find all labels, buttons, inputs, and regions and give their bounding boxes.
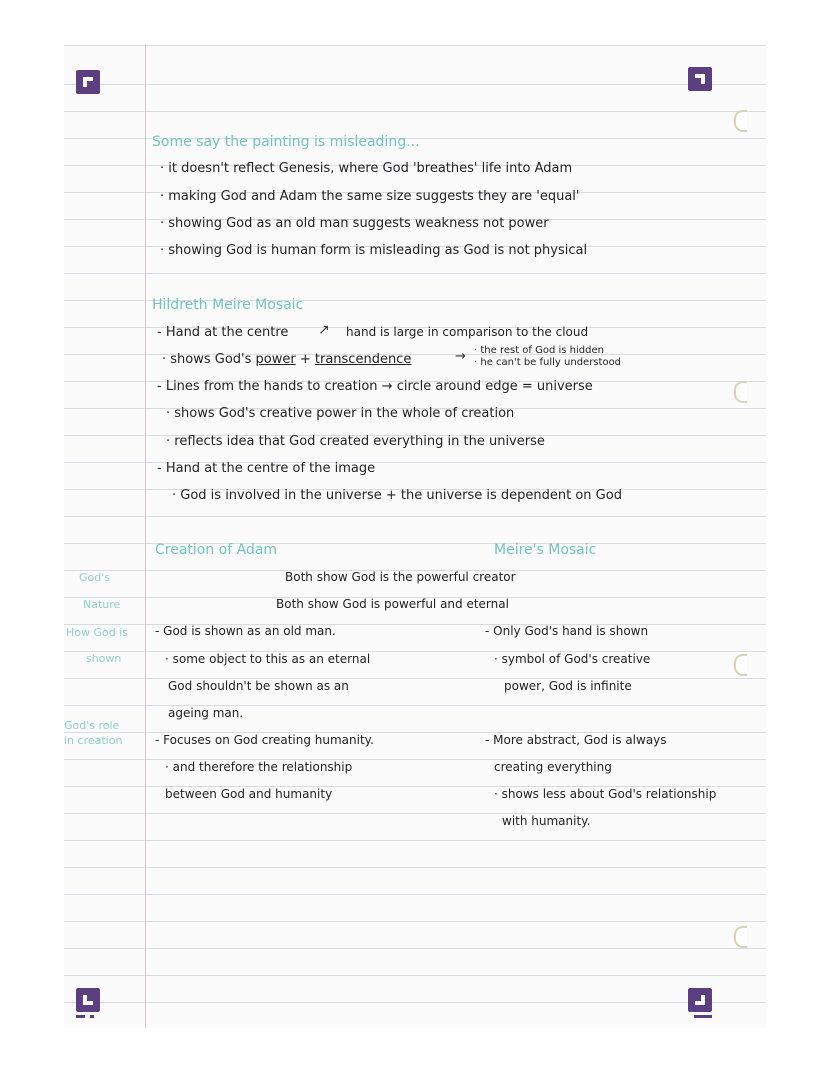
notebook-corner-icon (76, 988, 100, 1020)
note-line: - God is shown as an old man. (155, 624, 336, 638)
note-line: · showing God as an old man suggests weakness not power (160, 216, 549, 231)
note-line: · he can't be fully understood (474, 357, 622, 368)
side-label: How God is (66, 626, 129, 639)
notebook-corner-icon (76, 70, 100, 94)
side-label: God's role (64, 719, 120, 732)
note-line: with humanity. (502, 814, 591, 828)
note-line: God shouldn't be shown as an (168, 679, 349, 693)
binder-hole (734, 381, 747, 403)
notebook-corner-icon (688, 67, 712, 91)
side-label: shown (86, 652, 122, 665)
arrow-icon: ↗ (318, 322, 330, 338)
column-heading: Meire's Mosaic (494, 542, 597, 558)
note-line: · the rest of God is hidden (474, 345, 604, 356)
notebook-corner-icon (688, 988, 712, 1020)
note-line: Both show God is powerful and eternal (276, 597, 509, 611)
note-line: · shows less about God's relationship (494, 787, 717, 801)
note-line: Both show God is the powerful creator (285, 570, 516, 584)
binder-hole (734, 110, 747, 132)
section-heading: Some say the painting is misleading... (152, 134, 420, 150)
note-line: · making God and Adam the same size suggests they are 'equal' (160, 189, 580, 204)
margin-line (145, 44, 146, 1028)
note-line: · God is involved in the universe + the universe is dependent on God (172, 488, 622, 503)
note-line: · shows God's creative power in the whole of creation (166, 406, 515, 421)
column-heading: Creation of Adam (155, 542, 278, 558)
note-line: power, God is infinite (504, 679, 632, 693)
binder-hole (734, 926, 747, 948)
note-line: · symbol of God's creative (494, 652, 651, 666)
note-line: · some object to this as an eternal (165, 652, 371, 666)
note-line: ageing man. (168, 706, 244, 720)
note-line: - More abstract, God is always (485, 733, 667, 747)
side-label: in creation (64, 734, 123, 747)
side-label: God's (79, 571, 110, 584)
side-label: Nature (83, 598, 121, 611)
note-line: · reflects idea that God created everything in the universe (166, 434, 545, 449)
note-line: between God and humanity (165, 787, 333, 801)
note-line: · it doesn't reflect Genesis, where God 'breathes' life into Adam (160, 161, 573, 176)
note-line: - Hand at the centre of the image (157, 461, 376, 476)
note-line: - Focuses on God creating humanity. (155, 733, 374, 747)
note-line: hand is large in comparison to the cloud (346, 325, 589, 339)
section-heading: Hildreth Meire Mosaic (152, 297, 304, 313)
binder-hole (734, 654, 747, 676)
note-line: - Hand at the centre (157, 325, 289, 340)
note-line: - Lines from the hands to creation → circle around edge = universe (157, 379, 593, 394)
note-line: creating everything (494, 760, 612, 774)
note-line: · and therefore the relationship (165, 760, 353, 774)
note-line: · showing God is human form is misleading as God is not physical (160, 243, 588, 258)
note-line: · shows God's power + transcendence (162, 352, 412, 367)
note-line: - Only God's hand is shown (485, 624, 649, 638)
arrow-icon: → (455, 349, 466, 364)
